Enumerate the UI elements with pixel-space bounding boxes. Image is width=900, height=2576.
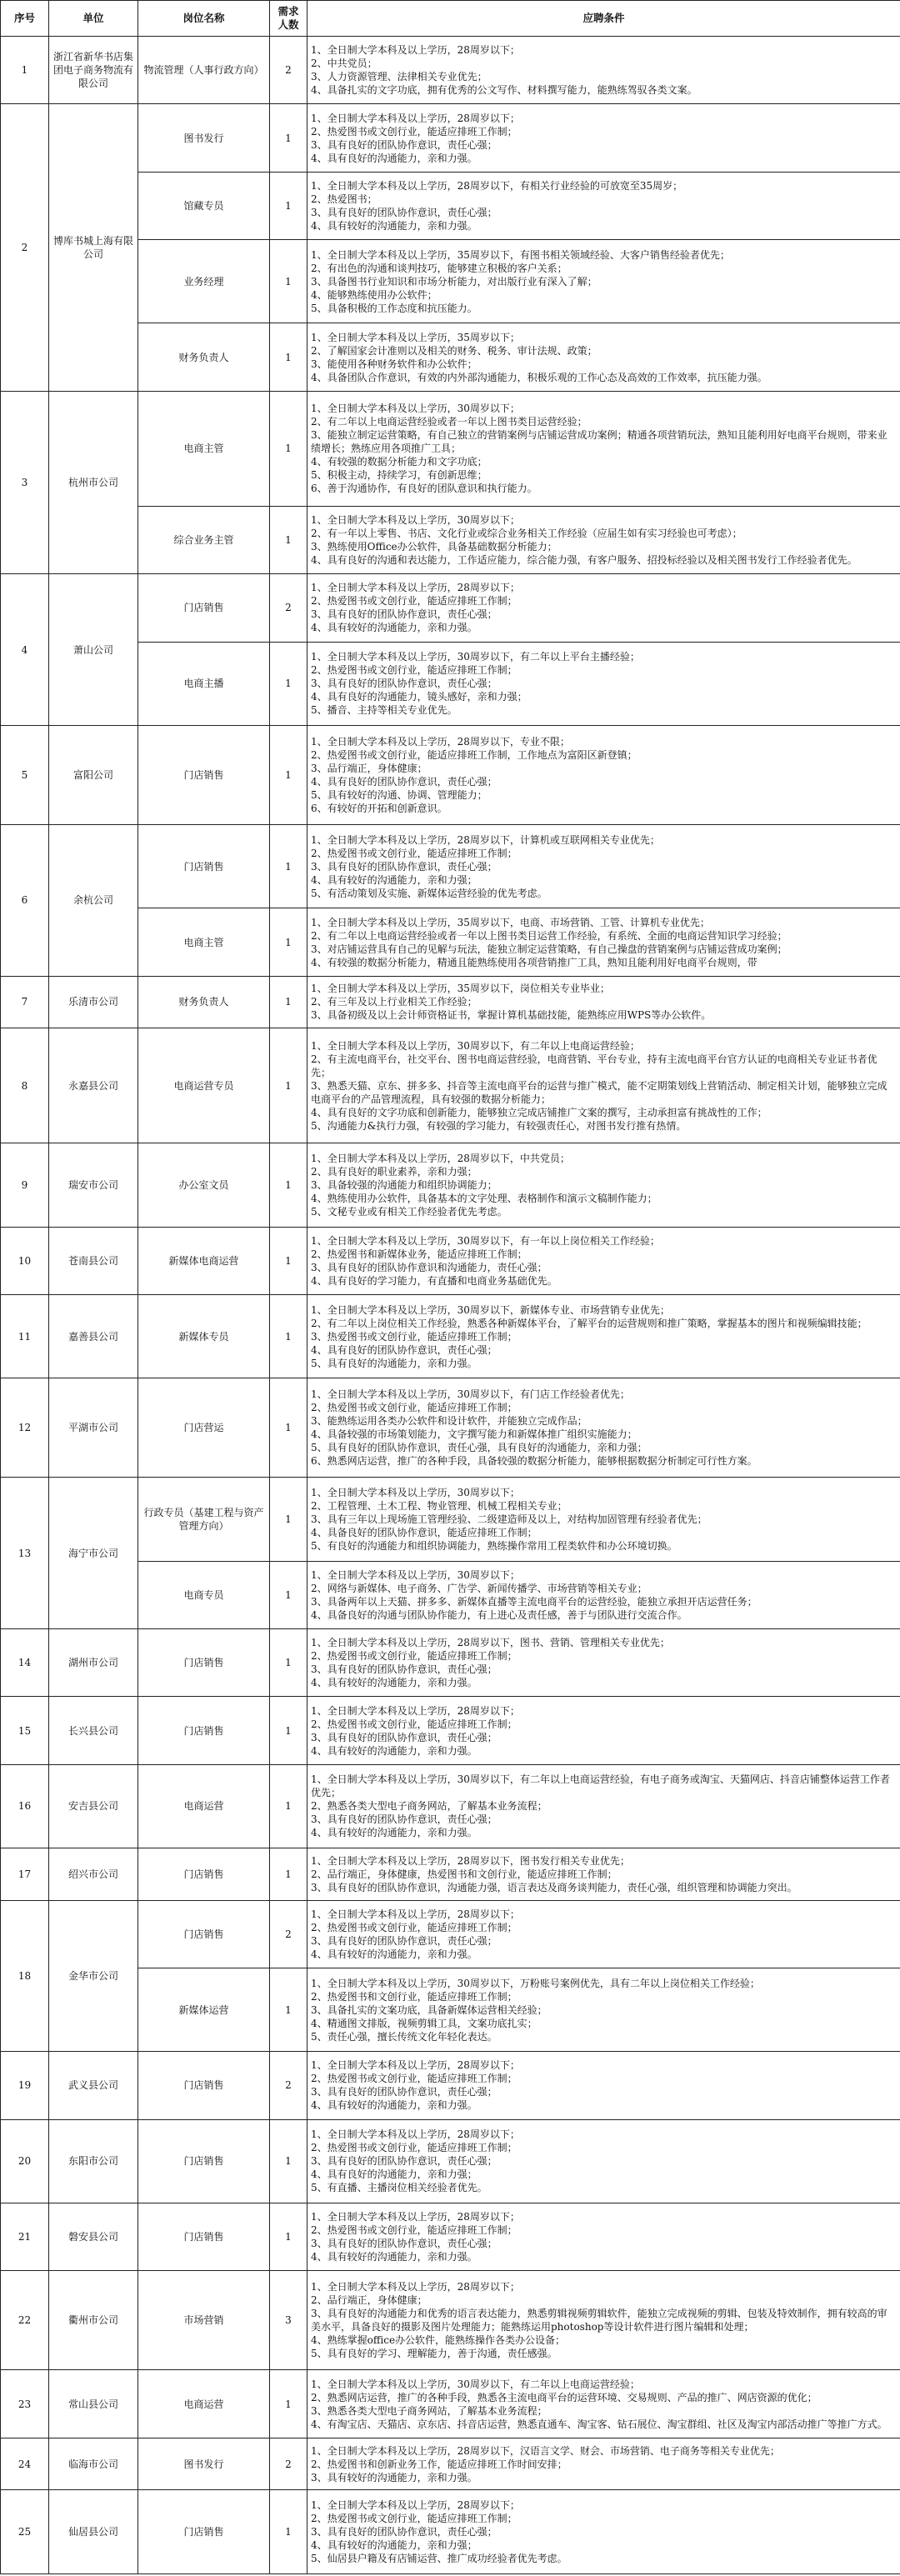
position-name: 新媒体专员 <box>138 1294 270 1378</box>
unit-name: 余杭公司 <box>49 825 138 977</box>
position-name: 门店销售 <box>138 2052 270 2119</box>
headcount: 1 <box>270 2370 308 2438</box>
table-header-row <box>1 1 900 37</box>
unit-name: 萧山公司 <box>49 574 138 726</box>
unit-name: 永嘉县公司 <box>49 1028 138 1143</box>
row-number: 16 <box>1 1764 49 1848</box>
unit-name: 衢州市公司 <box>49 2271 138 2370</box>
requirements: 1、全日制大学本科及以上学历，28周岁以下； 2、热爱图书或文创行业，能适应排班工作制； 3、具有良好的团队协作意识，责任心强； 4、具有较好的沟通能力，亲和力强。 <box>308 574 900 642</box>
position-name: 电商主管 <box>138 908 270 976</box>
position-name: 门店销售 <box>138 2490 270 2574</box>
requirements: 1、全日制大学本科及以上学历，28周岁以下； 2、热爱图书或文创行业，能适应排班工作制； 3、具有良好的团队协作意识，责任心强； 4、具有良好的沟通能力，亲和力强。 <box>308 104 900 172</box>
unit-name: 嘉善县公司 <box>49 1294 138 1378</box>
headcount: 1 <box>270 1629 308 1697</box>
row-number: 20 <box>1 2119 49 2203</box>
headcount: 1 <box>270 323 308 391</box>
table-row <box>1 1629 900 1697</box>
requirements: 1、全日制大学本科及以上学历，28周岁以下； 2、品行端正，身体健康； 3、具有良好的沟通能力和优秀的语言表达能力，熟悉剪辑视频剪辑软件，能独立完成视频的剪辑、包装及特效制作，拥有较高的审美水平，具备良好的摄影及图片处理能力；能熟练运用photoshop等设计软件进行图片编辑和处理； 4、熟练掌握office办公软件，能熟练操作各类办公设备； 5、具有良好的学习、理解能力，善于沟通，责任感强。 <box>308 2271 900 2370</box>
row-number: 14 <box>1 1629 49 1697</box>
headcount: 1 <box>270 1143 308 1227</box>
position-name: 电商主播 <box>138 642 270 725</box>
unit-name: 海宁市公司 <box>49 1478 138 1629</box>
headcount: 1 <box>270 1764 308 1848</box>
header-count: 需求人数 <box>270 1 308 37</box>
row-number: 8 <box>1 1028 49 1143</box>
table-row <box>1 825 900 908</box>
requirements: 1、全日制大学本科及以上学历，28周岁以下，中共党员； 2、具有良好的职业素养，亲和力强； 3、具备较强的沟通能力和组织协调能力； 4、熟练使用办公软件，具备基本的文字处理、表格制作和演示文稿制作能力； 5、文秘专业或有相关工作经验者优先考虑。 <box>308 1143 900 1227</box>
position-name: 门店销售 <box>138 825 270 908</box>
row-number: 2 <box>1 104 49 391</box>
table-row <box>1 976 900 1028</box>
unit-name: 绍兴市公司 <box>49 1848 138 1901</box>
position-name: 图书发行 <box>138 104 270 172</box>
position-name: 门店销售 <box>138 2119 270 2203</box>
requirements: 1、全日制大学本科及以上学历，30周岁以下，有二年以上电商运营经验； 2、有主流电商平台，社交平台、图书电商运营经验，电商营销、平台专业，持有主流电商平台官方认证的电商相关专业证书者优先； 3、熟悉天猫、京东、拼多多、抖音等主流电商平台的运营与推广模式，能不定期策划线上营销活动、制定相关计划，能够独立完成电商平台的产品管理流程，具有较强的数据分析能力； 4、具有良好的文字功底和创新能力，能够独立完成店铺推广文案的撰写，主动承担富有挑战性的工作； 5、沟通能力&执行力强，有较强的学习能力，有较强责任心，对图书发行推有热情。 <box>308 1028 900 1143</box>
row-number: 19 <box>1 2052 49 2119</box>
headcount: 3 <box>270 2271 308 2370</box>
position-name: 门店销售 <box>138 2203 270 2270</box>
requirements: 1、全日制大学本科及以上学历，30周岁以下； 2、工程管理、土木工程、物业管理、机械工程相关专业； 3、具有三年以上现场施工管理经验、二级建造师及以上，对结构加固管理有经验者优先； 4、具备良好的团队协作意识，能适应排班工作制； 5、有良好的沟通能力和组织协调能力，熟练操作常用工程类软件和办公环境切换。 <box>308 1478 900 1561</box>
headcount: 1 <box>270 908 308 976</box>
position-name: 门店销售 <box>138 1629 270 1697</box>
table-row <box>1 2203 900 2270</box>
requirements: 1、全日制大学本科及以上学历，28周岁以下，图书、营销、管理相关专业优先； 2、热爱图书或文创行业，能适应排班工作制； 3、具有良好的团队协作意识，责任心强； 4、具有较好的沟通能力，亲和力强。 <box>308 1629 900 1697</box>
position-name: 电商运营专员 <box>138 1028 270 1143</box>
unit-name: 浙江省新华书店集团电子商务物流有限公司 <box>49 37 138 104</box>
position-name: 门店销售 <box>138 1848 270 1901</box>
table-row <box>1 1294 900 1378</box>
row-number: 23 <box>1 2370 49 2438</box>
table-row <box>1 1900 900 1968</box>
requirements: 1、全日制大学本科及以上学历，30周岁以下，有二年以上电商运营经验； 2、熟悉网店运营，推广的各种手段，熟悉各主流电商平台的运营环境、交易规则、产品的推广、网店资源的优化； 3、熟悉各类大型电子商务网站，了解基本业务流程； 4、有淘宝店、天猫店、京东店、抖音店运营，熟悉直通车、淘宝客、钻石展位、淘宝群组、社区及淘宝内部活动推广等推广方式。 <box>308 2370 900 2438</box>
headcount: 1 <box>270 725 308 824</box>
position-name: 电商专员 <box>138 1561 270 1628</box>
position-name: 新媒体电商运营 <box>138 1227 270 1294</box>
table-row <box>1 1028 900 1143</box>
requirements: 1、全日制大学本科及以上学历，28周岁以下； 2、热爱图书或文创行业，能适应排班工作制； 3、具有良好的团队协作意识，责任心强； 4、具有较好的沟通能力，亲和力强； 5、仙居县户籍及有店铺运营、推广成功经验者优先考虑。 <box>308 2490 900 2574</box>
position-name: 财务负责人 <box>138 976 270 1028</box>
requirements: 1、全日制大学本科及以上学历，28周岁以下； 2、热爱图书或文创行业，能适应排班工作制； 3、具有良好的团队协作意识，责任心强； 4、具有良好的沟通能力，亲和力强； 5、有直播、主播岗位相关经验者优先。 <box>308 2119 900 2203</box>
table-row <box>1 574 900 642</box>
headcount: 1 <box>270 104 308 172</box>
unit-name: 博库书城上海有限公司 <box>49 104 138 391</box>
headcount: 1 <box>270 1478 308 1561</box>
position-name: 门店销售 <box>138 574 270 642</box>
table-row <box>1 1227 900 1294</box>
requirements: 1、全日制大学本科及以上学历，30周岁以下； 2、有二年以上电商运营经验或者一年以上图书类目运营经验； 3、能独立制定运营策略，有自己独立的营销案例与店铺运营成功案例；精通各项营销玩法，熟知且能利用好电商平台规则，带来业绩增长；熟练应用各项推广工具； 4、有较强的数据分析能力和文字功底； 5、积极主动，持续学习，有创新思维； 6、善于沟通协作，有良好的团队意识和执行能力。 <box>308 391 900 506</box>
table-row <box>1 1697 900 1764</box>
row-number: 4 <box>1 574 49 726</box>
position-name: 办公室文员 <box>138 1143 270 1227</box>
requirements: 1、全日制大学本科及以上学历，30周岁以下，有门店工作经验者优先； 2、热爱图书或文创行业，能适应排班工作制； 3、能熟练运用各类办公软件和设计软件，并能独立完成作品； 4、具备较强的市场策划能力，文字撰写能力和新媒体推广组织实施能力； 5、具有良好的团队协作意识，责任心强，具有良好的沟通能力，亲和力强； 6、熟悉网店运营，推广的各种手段，具备较强的数据分析能力，能够根据数据分析制定可行性方案。 <box>308 1378 900 1478</box>
position-name: 新媒体运营 <box>138 1968 270 2051</box>
unit-name: 湖州市公司 <box>49 1629 138 1697</box>
requirements: 1、全日制大学本科及以上学历，35周岁以下，有图书相关领域经验、大客户销售经验者优先； 2、有出色的沟通和谈判技巧，能够建立积极的客户关系； 3、具备图书行业知识和市场分析能力，对出版行业有深入了解； 4、能够熟练使用办公软件； 5、具备积极的工作态度和抗压能力。 <box>308 240 900 323</box>
row-number: 17 <box>1 1848 49 1901</box>
row-number: 9 <box>1 1143 49 1227</box>
row-number: 7 <box>1 976 49 1028</box>
table-row <box>1 2438 900 2490</box>
position-name: 市场营销 <box>138 2271 270 2370</box>
headcount: 1 <box>270 1561 308 1628</box>
unit-name: 平湖市公司 <box>49 1378 138 1478</box>
unit-name: 常山县公司 <box>49 2370 138 2438</box>
row-number: 15 <box>1 1697 49 1764</box>
row-number: 18 <box>1 1900 49 2052</box>
requirements: 1、全日制大学本科及以上学历，30周岁以下，有一年以上岗位相关工作经验； 2、热爱图书和新媒体业务，能适应排班工作制； 3、具有良好的团队协作意识和沟通能力，责任心强； 4、具有良好的学习能力，有直播和电商业务基础优先。 <box>308 1227 900 1294</box>
unit-name: 磐安县公司 <box>49 2203 138 2270</box>
header-conditions: 应聘条件 <box>308 1 900 37</box>
table-row <box>1 1143 900 1227</box>
requirements: 1、全日制大学本科及以上学历，28周岁以下，汉语言文学、财会、市场营销、电子商务等相关专业优先； 2、热爱图书和创新业务工作，能适应排班工作时间安排； 3、具有较好的沟通能力，亲和力强。 <box>308 2438 900 2490</box>
headcount: 1 <box>270 1848 308 1901</box>
requirements: 1、全日制大学本科及以上学历，28周岁以下； 2、热爱图书或文创行业，能适应排班工作制； 3、具有良好的团队协作意识，责任心强； 4、具有较好的沟通能力，亲和力强。 <box>308 1900 900 1968</box>
requirements: 1、全日制大学本科及以上学历，28周岁以下，专业不限； 2、热爱图书或文创行业，能适应排班工作制，工作地点为富阳区新登镇； 3、品行端正，身体健康； 4、具有良好的团队协作意识，责任心强； 5、具有较好的沟通、协调、管理能力； 6、有较好的开拓和创新意识。 <box>308 725 900 824</box>
position-name: 物流管理（人事行政方向） <box>138 37 270 104</box>
row-number: 10 <box>1 1227 49 1294</box>
headcount: 1 <box>270 172 308 239</box>
requirements: 1、全日制大学本科及以上学历，28周岁以下，有相关行业经验的可放宽至35周岁； 2、热爱图书； 3、具有良好的团队协作意识，责任心强； 4、具有较好的沟通能力，亲和力强。 <box>308 172 900 239</box>
headcount: 2 <box>270 2052 308 2119</box>
row-number: 12 <box>1 1378 49 1478</box>
row-number: 13 <box>1 1478 49 1629</box>
unit-name: 杭州市公司 <box>49 391 138 573</box>
row-number: 21 <box>1 2203 49 2270</box>
table-row <box>1 37 900 104</box>
requirements: 1、全日制大学本科及以上学历，35周岁以下，岗位相关专业毕业； 2、有三年及以上行业相关工作经验； 3、具备初级及以上会计师资格证书，掌握计算机基础技能，能熟练应用WPS等办公软件。 <box>308 976 900 1028</box>
requirements: 1、全日制大学本科及以上学历，28周岁以下； 2、热爱图书或文创行业，能适应排班工作制； 3、具有良好的团队协作意识，责任心强； 4、具有较好的沟通能力，亲和力强。 <box>308 2052 900 2119</box>
unit-name: 金华市公司 <box>49 1900 138 2052</box>
row-number: 1 <box>1 37 49 104</box>
position-name: 电商运营 <box>138 1764 270 1848</box>
position-name: 综合业务主管 <box>138 506 270 573</box>
row-number: 3 <box>1 391 49 573</box>
row-number: 24 <box>1 2438 49 2490</box>
position-name: 门店销售 <box>138 1900 270 1968</box>
position-name: 图书发行 <box>138 2438 270 2490</box>
headcount: 1 <box>270 2490 308 2574</box>
requirements: 1、全日制大学本科及以上学历，28周岁以下； 2、中共党员； 3、人力资源管理、法律相关专业优先； 4、具备扎实的文字功底，拥有优秀的公文写作、材料撰写能力，能熟练驾驭各类文案。 <box>308 37 900 104</box>
headcount: 1 <box>270 391 308 506</box>
position-name: 行政专员（基建工程与资产管理方向） <box>138 1478 270 1561</box>
position-name: 门店销售 <box>138 725 270 824</box>
unit-name: 苍南县公司 <box>49 1227 138 1294</box>
headcount: 1 <box>270 506 308 573</box>
requirements: 1、全日制大学本科及以上学历，30周岁以下，有二年以上电商运营经验，有电子商务或淘宝、天猫网店、抖音店铺整体运营工作者优先； 2、熟悉各类大型电子商务网站，了解基本业务流程； 3、具有良好的团队协作意识，责任心强； 4、具有较好的沟通能力，亲和力强。 <box>308 1764 900 1848</box>
table-row <box>1 104 900 172</box>
table-row <box>1 2052 900 2119</box>
headcount: 2 <box>270 2438 308 2490</box>
requirements: 1、全日制大学本科及以上学历，28周岁以下； 2、热爱图书或文创行业，能适应排班工作制； 3、具有良好的团队协作意识，责任心强； 4、具有较好的沟通能力，亲和力强。 <box>308 1697 900 1764</box>
header-position: 岗位名称 <box>138 1 270 37</box>
position-name: 门店销售 <box>138 1697 270 1764</box>
position-name: 门店营运 <box>138 1378 270 1478</box>
headcount: 1 <box>270 1028 308 1143</box>
position-name: 业务经理 <box>138 240 270 323</box>
requirements: 1、全日制大学本科及以上学历，30周岁以下； 2、有一年以上零售、书店、文化行业或综合业务相关工作经验（应届生如有实习经验也可考虑）； 3、熟练使用Office办公软件，具备基础数据分析能力； 4、具有良好的沟通和表达能力，工作适应能力，综合能力强，有客户服务、招投标经验以及相关图书发行工作经验者优先。 <box>308 506 900 573</box>
headcount: 1 <box>270 1378 308 1478</box>
requirements: 1、全日制大学本科及以上学历，35周岁以下，电商、市场营销、工管、计算机专业优先； 2、有二年以上电商运营经验或者一年以上图书类目运营工作经验，有系统、全面的电商运营知识学习经验； 3、对店铺运营具有自己的见解与玩法，能独立制定运营策略，有自己操盘的营销案例与店铺运营成功案例； 4、有较强的数据分析能力，精通且能熟练使用各项营销推广工具，熟知且能利用好电商平台规则，带 <box>308 908 900 976</box>
table-row <box>1 1478 900 1561</box>
headcount: 1 <box>270 825 308 908</box>
unit-name: 长兴县公司 <box>49 1697 138 1764</box>
position-name: 财务负责人 <box>138 323 270 391</box>
headcount: 1 <box>270 642 308 725</box>
position-name: 电商主管 <box>138 391 270 506</box>
requirements: 1、全日制大学本科及以上学历，28周岁以下； 2、热爱图书或文创行业，能适应排班工作制； 3、具有良好的团队协作意识，责任心强； 4、具有较好的沟通能力，亲和力强。 <box>308 2203 900 2270</box>
unit-name: 东阳市公司 <box>49 2119 138 2203</box>
headcount: 1 <box>270 1697 308 1764</box>
requirements: 1、全日制大学本科及以上学历，30周岁以下，新媒体专业、市场营销专业优先； 2、有二年以上岗位相关工作经验，熟悉各种新媒体平台，了解平台的运营规则和推广策略，掌握基本的图片和视频编辑技能； 3、热爱图书或文创行业，能适应排班工作制； 4、具有良好的团队协作意识，责任心强； 5、具有良好的沟通能力，亲和力强。 <box>308 1294 900 1378</box>
headcount: 1 <box>270 1294 308 1378</box>
position-name: 馆藏专员 <box>138 172 270 239</box>
unit-name: 乐清市公司 <box>49 976 138 1028</box>
row-number: 25 <box>1 2490 49 2574</box>
table-row <box>1 2370 900 2438</box>
headcount: 1 <box>270 240 308 323</box>
headcount: 1 <box>270 2119 308 2203</box>
table-row <box>1 2119 900 2203</box>
table-row <box>1 1848 900 1901</box>
headcount: 2 <box>270 1900 308 1968</box>
unit-name: 安吉县公司 <box>49 1764 138 1848</box>
row-number: 22 <box>1 2271 49 2370</box>
unit-name: 富阳公司 <box>49 725 138 824</box>
unit-name: 瑞安市公司 <box>49 1143 138 1227</box>
requirements: 1、全日制大学本科及以上学历，30周岁以下； 2、网络与新媒体、电子商务、广告学、新闻传播学、市场营销等相关专业； 3、具备两年以上天猫、拼多多、新媒体直播等主流电商平台的运营经验，能独立承担开店运营任务； 4、具备良好的沟通与团队协作能力，有上进心及责任感，善于与团队进行交流合作。 <box>308 1561 900 1628</box>
table-row <box>1 725 900 824</box>
position-name: 电商运营 <box>138 2370 270 2438</box>
header-no: 序号 <box>1 1 49 37</box>
headcount: 1 <box>270 2203 308 2270</box>
requirements: 1、全日制大学本科及以上学历，28周岁以下，图书发行相关专业优先； 2、品行端正，身体健康，热爱图书和文创行业，能适应排班工作制； 3、具有良好的团队协作意识，沟通能力强，语言表达及商务谈判能力，责任心强，组织管理和协调能力突出。 <box>308 1848 900 1901</box>
headcount: 1 <box>270 1968 308 2051</box>
headcount: 1 <box>270 976 308 1028</box>
row-number: 6 <box>1 825 49 977</box>
headcount: 2 <box>270 574 308 642</box>
row-number: 11 <box>1 1294 49 1378</box>
unit-name: 武义县公司 <box>49 2052 138 2119</box>
unit-name: 仙居县公司 <box>49 2490 138 2574</box>
requirements: 1、全日制大学本科及以上学历，28周岁以下，计算机或互联网相关专业优先； 2、热爱图书或文创行业，能适应排班工作制； 3、具有良好的团队协作意识，责任心强； 4、具有较好的沟通能力，亲和力强； 5、有活动策划及实施、新媒体运营经验的优先考虑。 <box>308 825 900 908</box>
table-row <box>1 391 900 506</box>
table-row <box>1 1378 900 1478</box>
requirements: 1、全日制大学本科及以上学历，35周岁以下； 2、了解国家会计准则以及相关的财务、税务、审计法规、政策； 3、能使用各种财务软件和办公软件； 4、具备团队合作意识，有效的内外部沟通能力，积极乐观的工作心态及高效的工作效率，抗压能力强。 <box>308 323 900 391</box>
headcount: 1 <box>270 1227 308 1294</box>
header-unit: 单位 <box>49 1 138 37</box>
table-row <box>1 2490 900 2574</box>
headcount: 2 <box>270 37 308 104</box>
requirements: 1、全日制大学本科及以上学历，30周岁以下，有二年以上平台主播经验； 2、热爱图书或文创行业，能适应排班工作制； 3、具有良好的团队协作意识，责任心强； 4、具有良好的沟通能力，镜头感好，亲和力强； 5、播音、主持等相关专业优先。 <box>308 642 900 725</box>
row-number: 5 <box>1 725 49 824</box>
unit-name: 临海市公司 <box>49 2438 138 2490</box>
requirements: 1、全日制大学本科及以上学历，30周岁以下，万粉账号案例优先，具有二年以上岗位相关工作经验； 2、热爱图书和文创行业，能适应排班工作制； 3、具备扎实的文案功底，具备新媒体运营相关经验； 4、精通图文排版，视频剪辑工具，文案功底扎实； 5、责任心强，擅长传统文化年轻化表达。 <box>308 1968 900 2051</box>
table-row <box>1 1764 900 1848</box>
table-row <box>1 2271 900 2370</box>
